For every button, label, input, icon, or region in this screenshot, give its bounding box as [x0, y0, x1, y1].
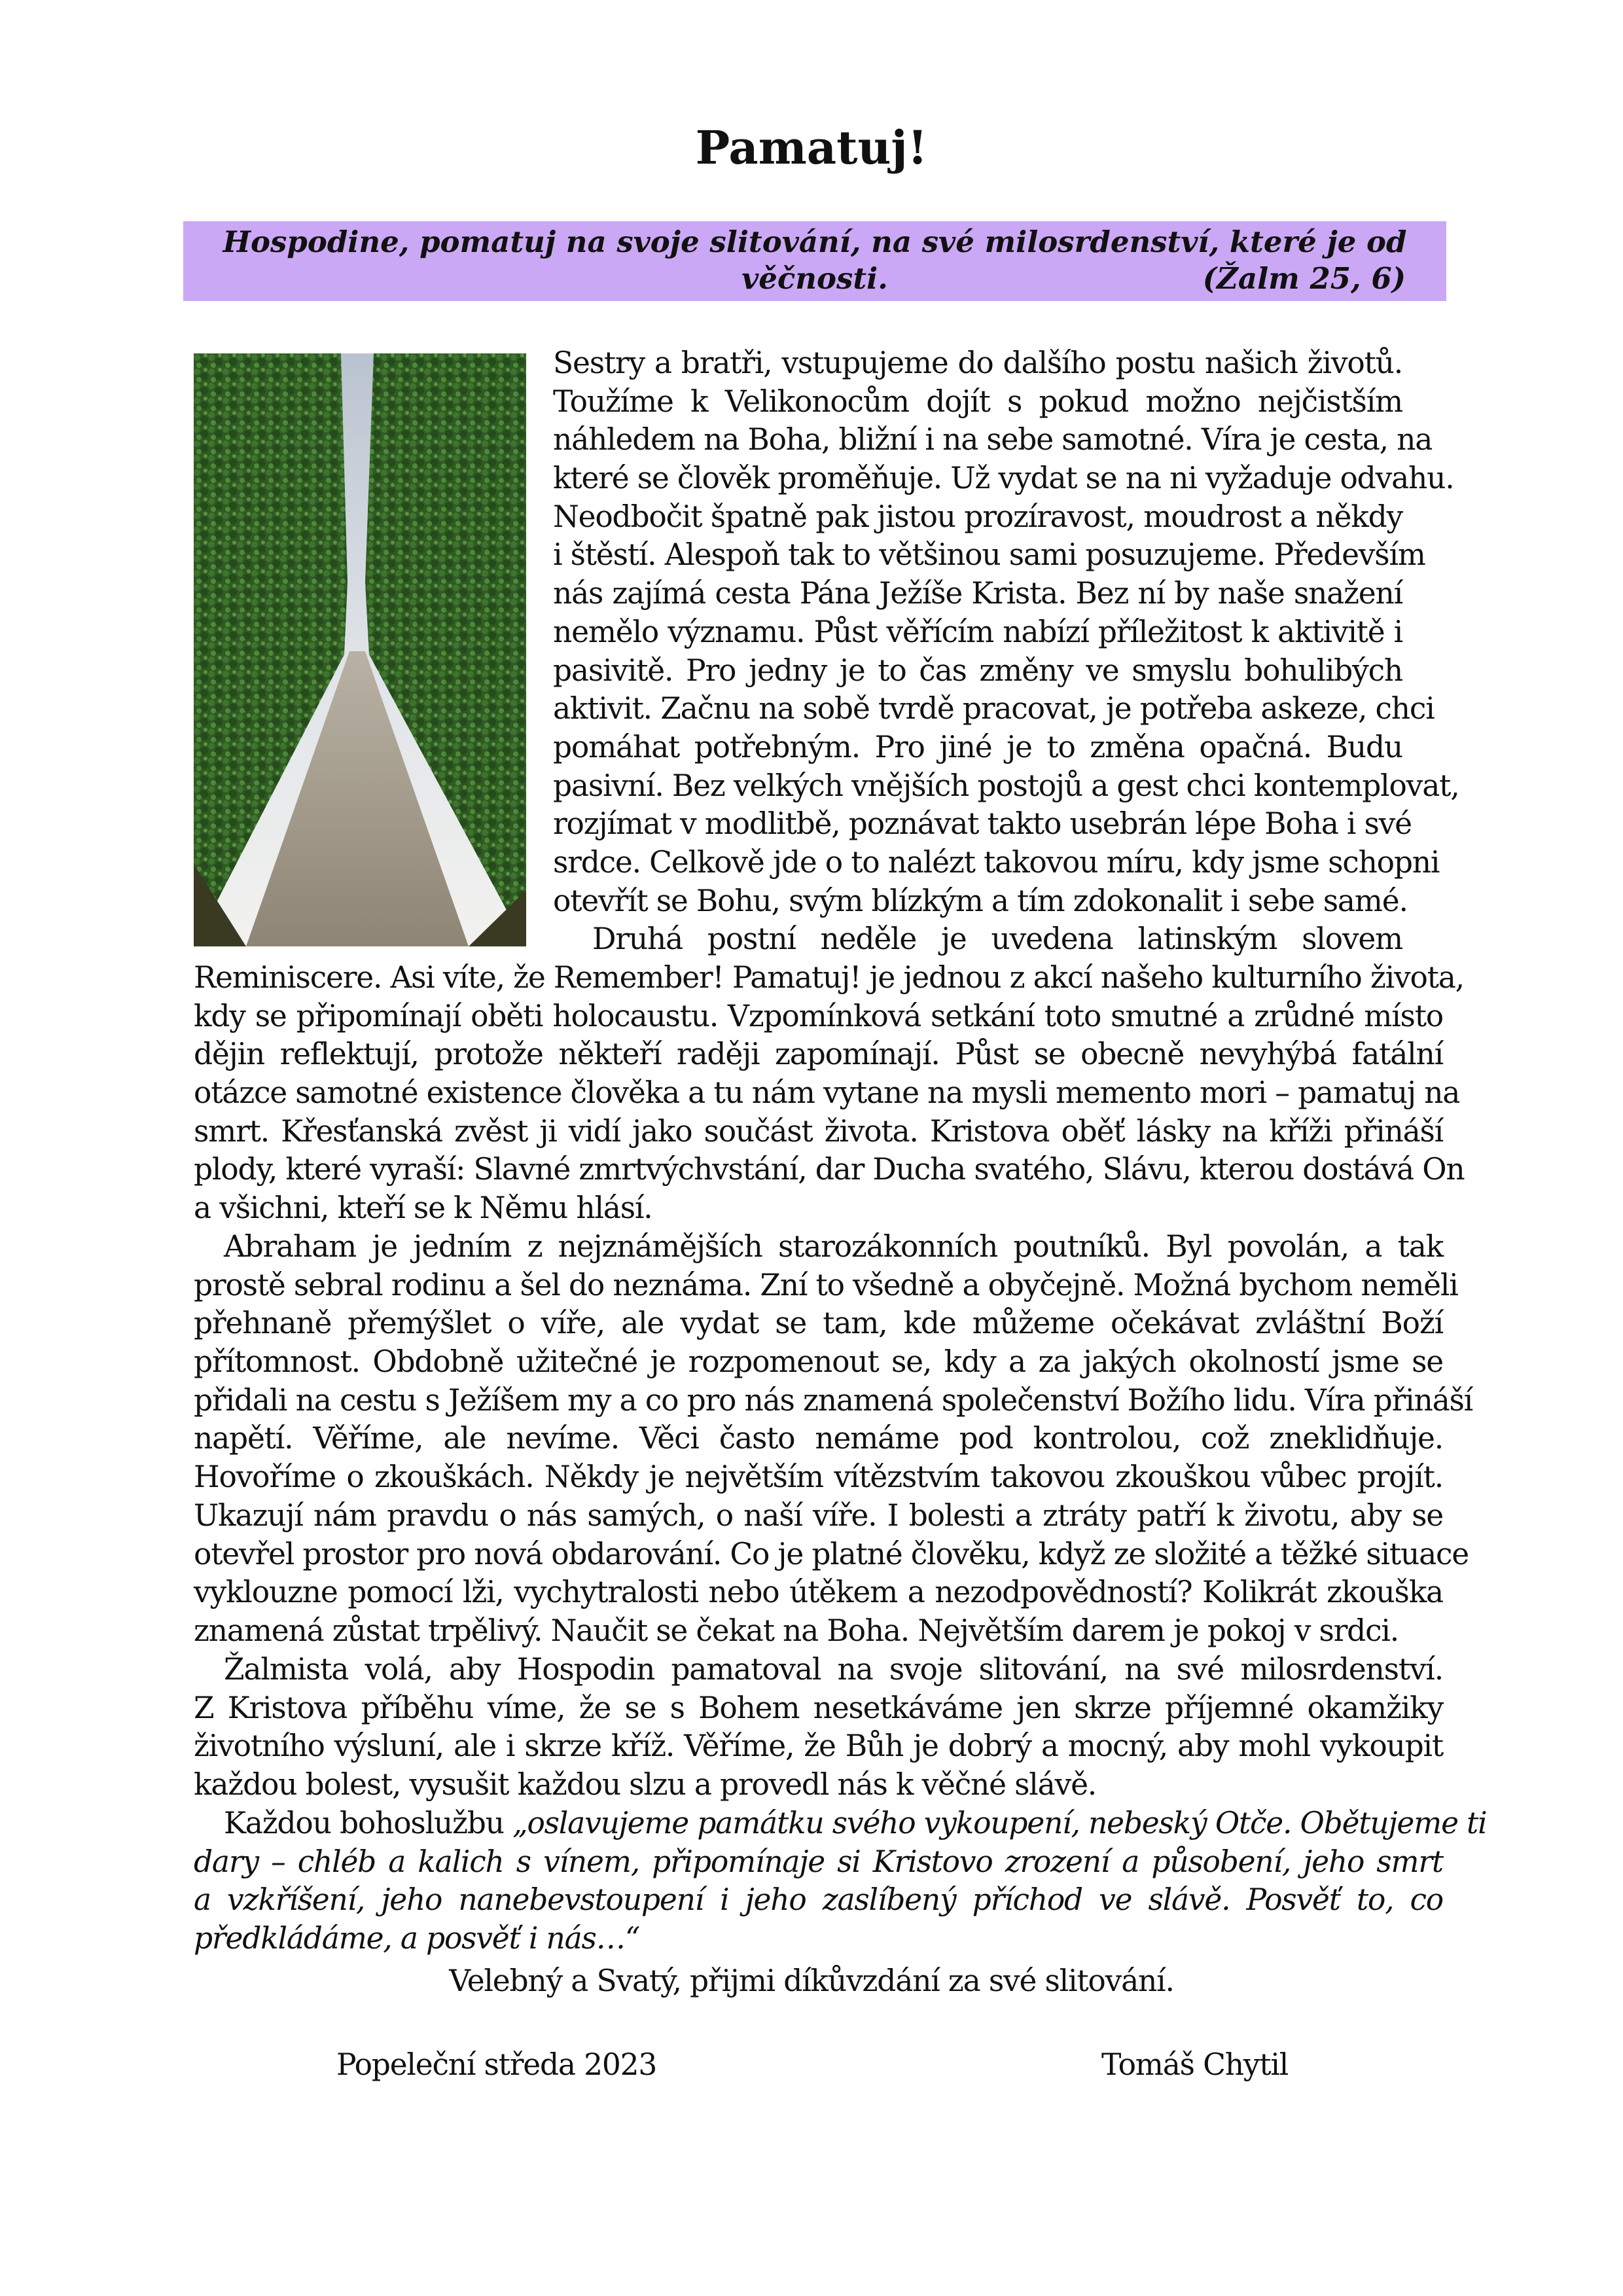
- text-line: aktivit. Začnu na sobě tvrdě pracovat, je potřeba askeze, chci: [553, 691, 1435, 726]
- author-name: Tomáš Chytil: [1101, 2047, 1289, 2082]
- text-line: dějin reflektují, protože někteří raději zapomínají. Půst se obecně nevyhýbá fatální: [194, 1037, 1443, 1072]
- liturgy-intro: Každou bohoslužbu: [224, 1806, 513, 1840]
- text-line: náhledem na Boha, bližní i na sebe samotné. Víra je cesta, na: [553, 422, 1433, 457]
- text-line: napětí. Věříme, ale nevíme. Věci často nemáme pod kontrolou, což zneklidňuje.: [194, 1421, 1443, 1456]
- text-line: otázce samotné existence člověka a tu nám vytane na mysli memento mori – pamatuj na: [194, 1075, 1460, 1111]
- text-line: pomáhat potřebným. Pro jiné je to změna opačná. Budu: [553, 729, 1402, 764]
- text-line: prostě sebral rodinu a šel do neznáma. Zní to všedně a obyčejně. Možná bychom neměli: [194, 1267, 1458, 1302]
- text-line: které se člověk proměňuje. Už vydat se na ni vyžaduje odvahu.: [553, 461, 1454, 496]
- text-line: dary – chléb a kalich s vínem, připomínaje si Kristovo zrození a působení, jeho smrt: [194, 1844, 1443, 1879]
- text-line: rozjímat v modlitbě, poznávat takto usebrán lépe Boha i své: [553, 806, 1412, 842]
- text-line: kdy se připomínají oběti holocaustu. Vzpomínková setkání toto smutné a zrůdné místo: [194, 998, 1443, 1033]
- text-line: otevřít se Bohu, svým blízkým a tím zdokonalit i sebe samé.: [553, 883, 1408, 918]
- text-line: přítomnost. Obdobně užitečné je rozpomenout se, kdy a za jakých okolností jsme se: [194, 1344, 1443, 1380]
- text-line: srdce. Celkově jde o to nalézt takovou míru, kdy jsme schopni: [553, 844, 1440, 880]
- text-line: přidali na cestu s Ježíšem my a co pro nás znamená společenství Božího lidu. Víra přináší: [194, 1382, 1473, 1418]
- path-photo: [194, 353, 526, 946]
- text-line: vyklouzne pomocí lži, vychytralosti nebo útěkem a nezodpovědností? Kolikrát zkouška: [194, 1575, 1443, 1610]
- date-line: Popeleční středa 2023: [336, 2047, 657, 2082]
- text-line: Hovoříme o zkouškách. Někdy je největším vítězstvím takovou zkouškou vůbec projít.: [194, 1460, 1443, 1495]
- text-line: nás zajímá cesta Pána Ježíše Krista. Bez ní by naše snažení: [553, 576, 1402, 611]
- text-line: Reminiscere. Asi víte, že Remember! Pamatuj! je jednou z akcí našeho kulturního života,: [194, 960, 1464, 995]
- text-line: přehnaně přemýšlet o víře, ale vydat se tam, kde můžeme očekávat zvláštní Boží: [194, 1306, 1443, 1341]
- paragraph-abraham: [194, 1228, 1473, 1651]
- text-line: předkládáme, a posvěť i nás…“: [194, 1921, 640, 1956]
- text-line: a všichni, kteří se k Němu hlásí.: [194, 1191, 652, 1226]
- text-line: smrt. Křesťanská zvěst ji vidí jako součást života. Kristova oběť lásky na kříži přináší: [194, 1113, 1443, 1149]
- text-line: [194, 1804, 1487, 1843]
- text-line: životního výsluní, ale i skrze kříž. Věříme, že Bůh je dobrý a mocný, aby mohl vykoupit: [194, 1729, 1443, 1764]
- paragraph-reminiscere: [194, 959, 1465, 1228]
- text-line: plody, které vyraší: Slavné zmrtvýchvstání, dar Ducha svatého, Slávu, kterou dostává On: [194, 1152, 1465, 1187]
- side-text: [553, 344, 1459, 959]
- text-line: Sestry a bratři, vstupujeme do dalšího postu našich životů.: [553, 346, 1402, 380]
- text-line: znamená zůstat trpělivý. Naučit se čekat na Boha. Největším darem je pokoj v srdci.: [194, 1613, 1399, 1648]
- text-line: i štěstí. Alespoň tak to většinou sami posuzujeme. Především: [553, 537, 1425, 573]
- text-line: Toužíme k Velikonocům dojít s pokud možno nejčistším: [553, 384, 1402, 419]
- text-line: pasivitě. Pro jedny je to čas změny ve smyslu bohulibých: [553, 653, 1402, 688]
- text-line: a vzkříšení, jeho nanebevstoupení i jeho zaslíbený příchod ve slávě. Posvěť to, co: [194, 1882, 1443, 1918]
- closing-prayer: Velebný a Svatý, přijmi díkůvzdání za své slitování.: [449, 1964, 1174, 1998]
- text-line: Neodbočit špatně pak jistou prozíravost, moudrost a někdy: [553, 499, 1402, 534]
- motto-box: [183, 221, 1446, 301]
- text-line: nemělo významu. Půst věřícím nabízí příležitost k aktivitě i: [553, 614, 1402, 649]
- page-title: Pamatuj!: [695, 120, 928, 175]
- text-line: Ukazují nám pravdu o nás samých, o naší víře. I bolesti a ztráty patří k životu, aby se: [194, 1498, 1443, 1533]
- paragraph-liturgy: [194, 1804, 1487, 1958]
- text-line: otevřel prostor pro nová obdarování. Co je platné člověku, když ze složité a těžké situace: [194, 1536, 1469, 1571]
- text-line: každou bolest, vysušit každou slzu a provedl nás k věčné slávě.: [194, 1767, 1097, 1803]
- text-line: Abraham je jedním z nejznámějších starozákonních poutníků. Byl povolán, a tak: [224, 1229, 1443, 1264]
- paragraph-psalmist: [194, 1651, 1443, 1804]
- liturgy-quote-start: „oslavujeme památku svého vykoupení, nebeský Otče. Obětujeme ti: [512, 1806, 1487, 1840]
- text-line: Druhá postní neděle je uvedena latinským slovem: [592, 922, 1402, 957]
- motto-reference: (Žalm 25, 6): [1202, 261, 1406, 296]
- motto-text: Hospodine, pomatuj na svoje slitování, na své milosrdenství, které je od věčnosti.: [223, 224, 1407, 296]
- text-line: pasivní. Bez velkých vnějších postojů a gest chci kontemplovat,: [553, 768, 1459, 803]
- text-line: Žalmista volá, aby Hospodin pamatoval na svoje slitování, na své milosrdenství.: [224, 1652, 1443, 1687]
- text-line: Z Kristova příběhu víme, že se s Bohem nesetkáváme jen skrze příjemné okamžiky: [194, 1690, 1443, 1725]
